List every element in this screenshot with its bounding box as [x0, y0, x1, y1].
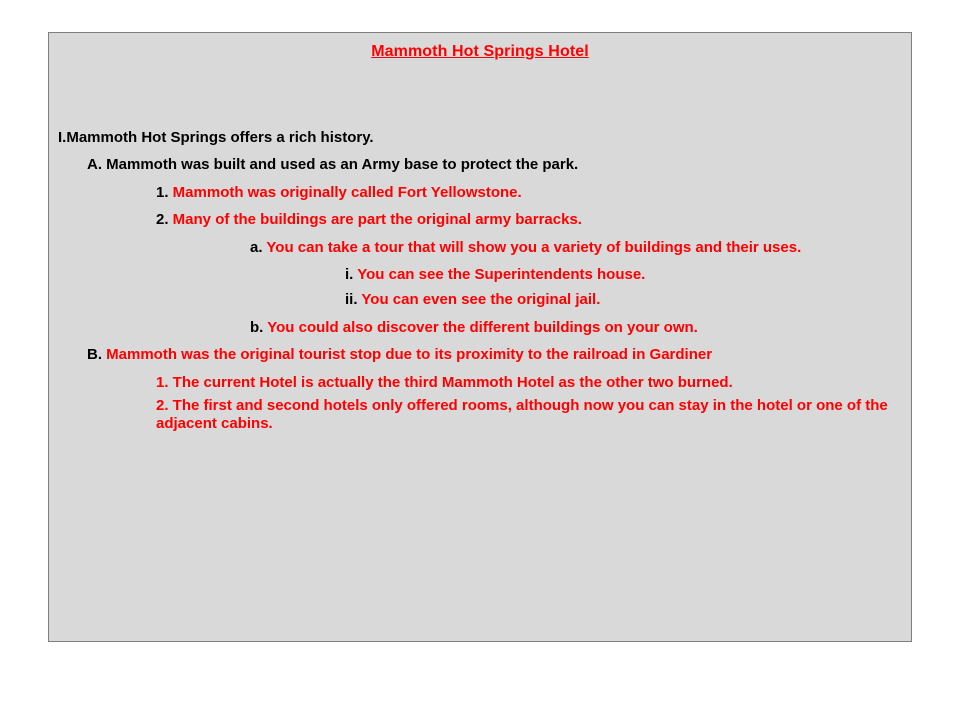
outline-item-A2a-ii-marker: ii. [345, 291, 358, 308]
outline-item-A2b-marker: b. [250, 319, 264, 336]
outline-item-A2-text: Many of the buildings are part the original army barracks. [168, 211, 582, 228]
outline-item-A1 [156, 181, 522, 204]
outline-item-I-text: I.Mammoth Hot Springs offers a rich history. [58, 129, 374, 146]
outline-item-A [87, 153, 578, 176]
outline-item-B1 [156, 371, 733, 394]
slide-content-box [48, 32, 912, 642]
outline-item-B-marker: B. [87, 346, 102, 363]
outline-item-A2b-text: You could also discover the different buildings on your own. [263, 319, 698, 336]
outline-item-B2-text: 2. The first and second hotels only offered rooms, although now you can stay in the hotel or one of the adjacent cabins. [156, 397, 888, 432]
outline-item-A1-marker: 1. [156, 184, 169, 201]
outline-item-A2a-ii-text: You can even see the original jail. [357, 291, 601, 308]
outline-item-A2a-marker: a. [250, 239, 263, 256]
outline-item-A2a-ii [345, 288, 600, 311]
outline-item-A2 [156, 208, 582, 231]
slide-title: Mammoth Hot Springs Hotel [371, 43, 589, 60]
outline-item-A2a-i [345, 263, 645, 286]
outline-item-A2-marker: 2. [156, 211, 169, 228]
outline-item-A2a [250, 236, 801, 259]
outline-item-A1-text: Mammoth was originally called Fort Yellowstone. [168, 184, 522, 201]
outline-item-B2 [156, 397, 916, 433]
outline-item-B-text: Mammoth was the original tourist stop due to its proximity to the railroad in Gardiner [102, 346, 713, 363]
outline-item-A-text: A. Mammoth was built and used as an Army base to protect the park. [87, 156, 579, 173]
outline-item-A2b [250, 316, 698, 339]
outline-item-A2a-i-text: You can see the Superintendents house. [353, 266, 646, 283]
outline-item-A2a-i-marker: i. [345, 266, 354, 283]
outline-item-A2a-text: You can take a tour that will show you a variety of buildings and their uses. [262, 239, 802, 256]
outline-item-I [58, 126, 374, 149]
outline-item-B [87, 343, 712, 366]
outline-item-B1-text: 1. The current Hotel is actually the third Mammoth Hotel as the other two burned. [156, 374, 733, 391]
